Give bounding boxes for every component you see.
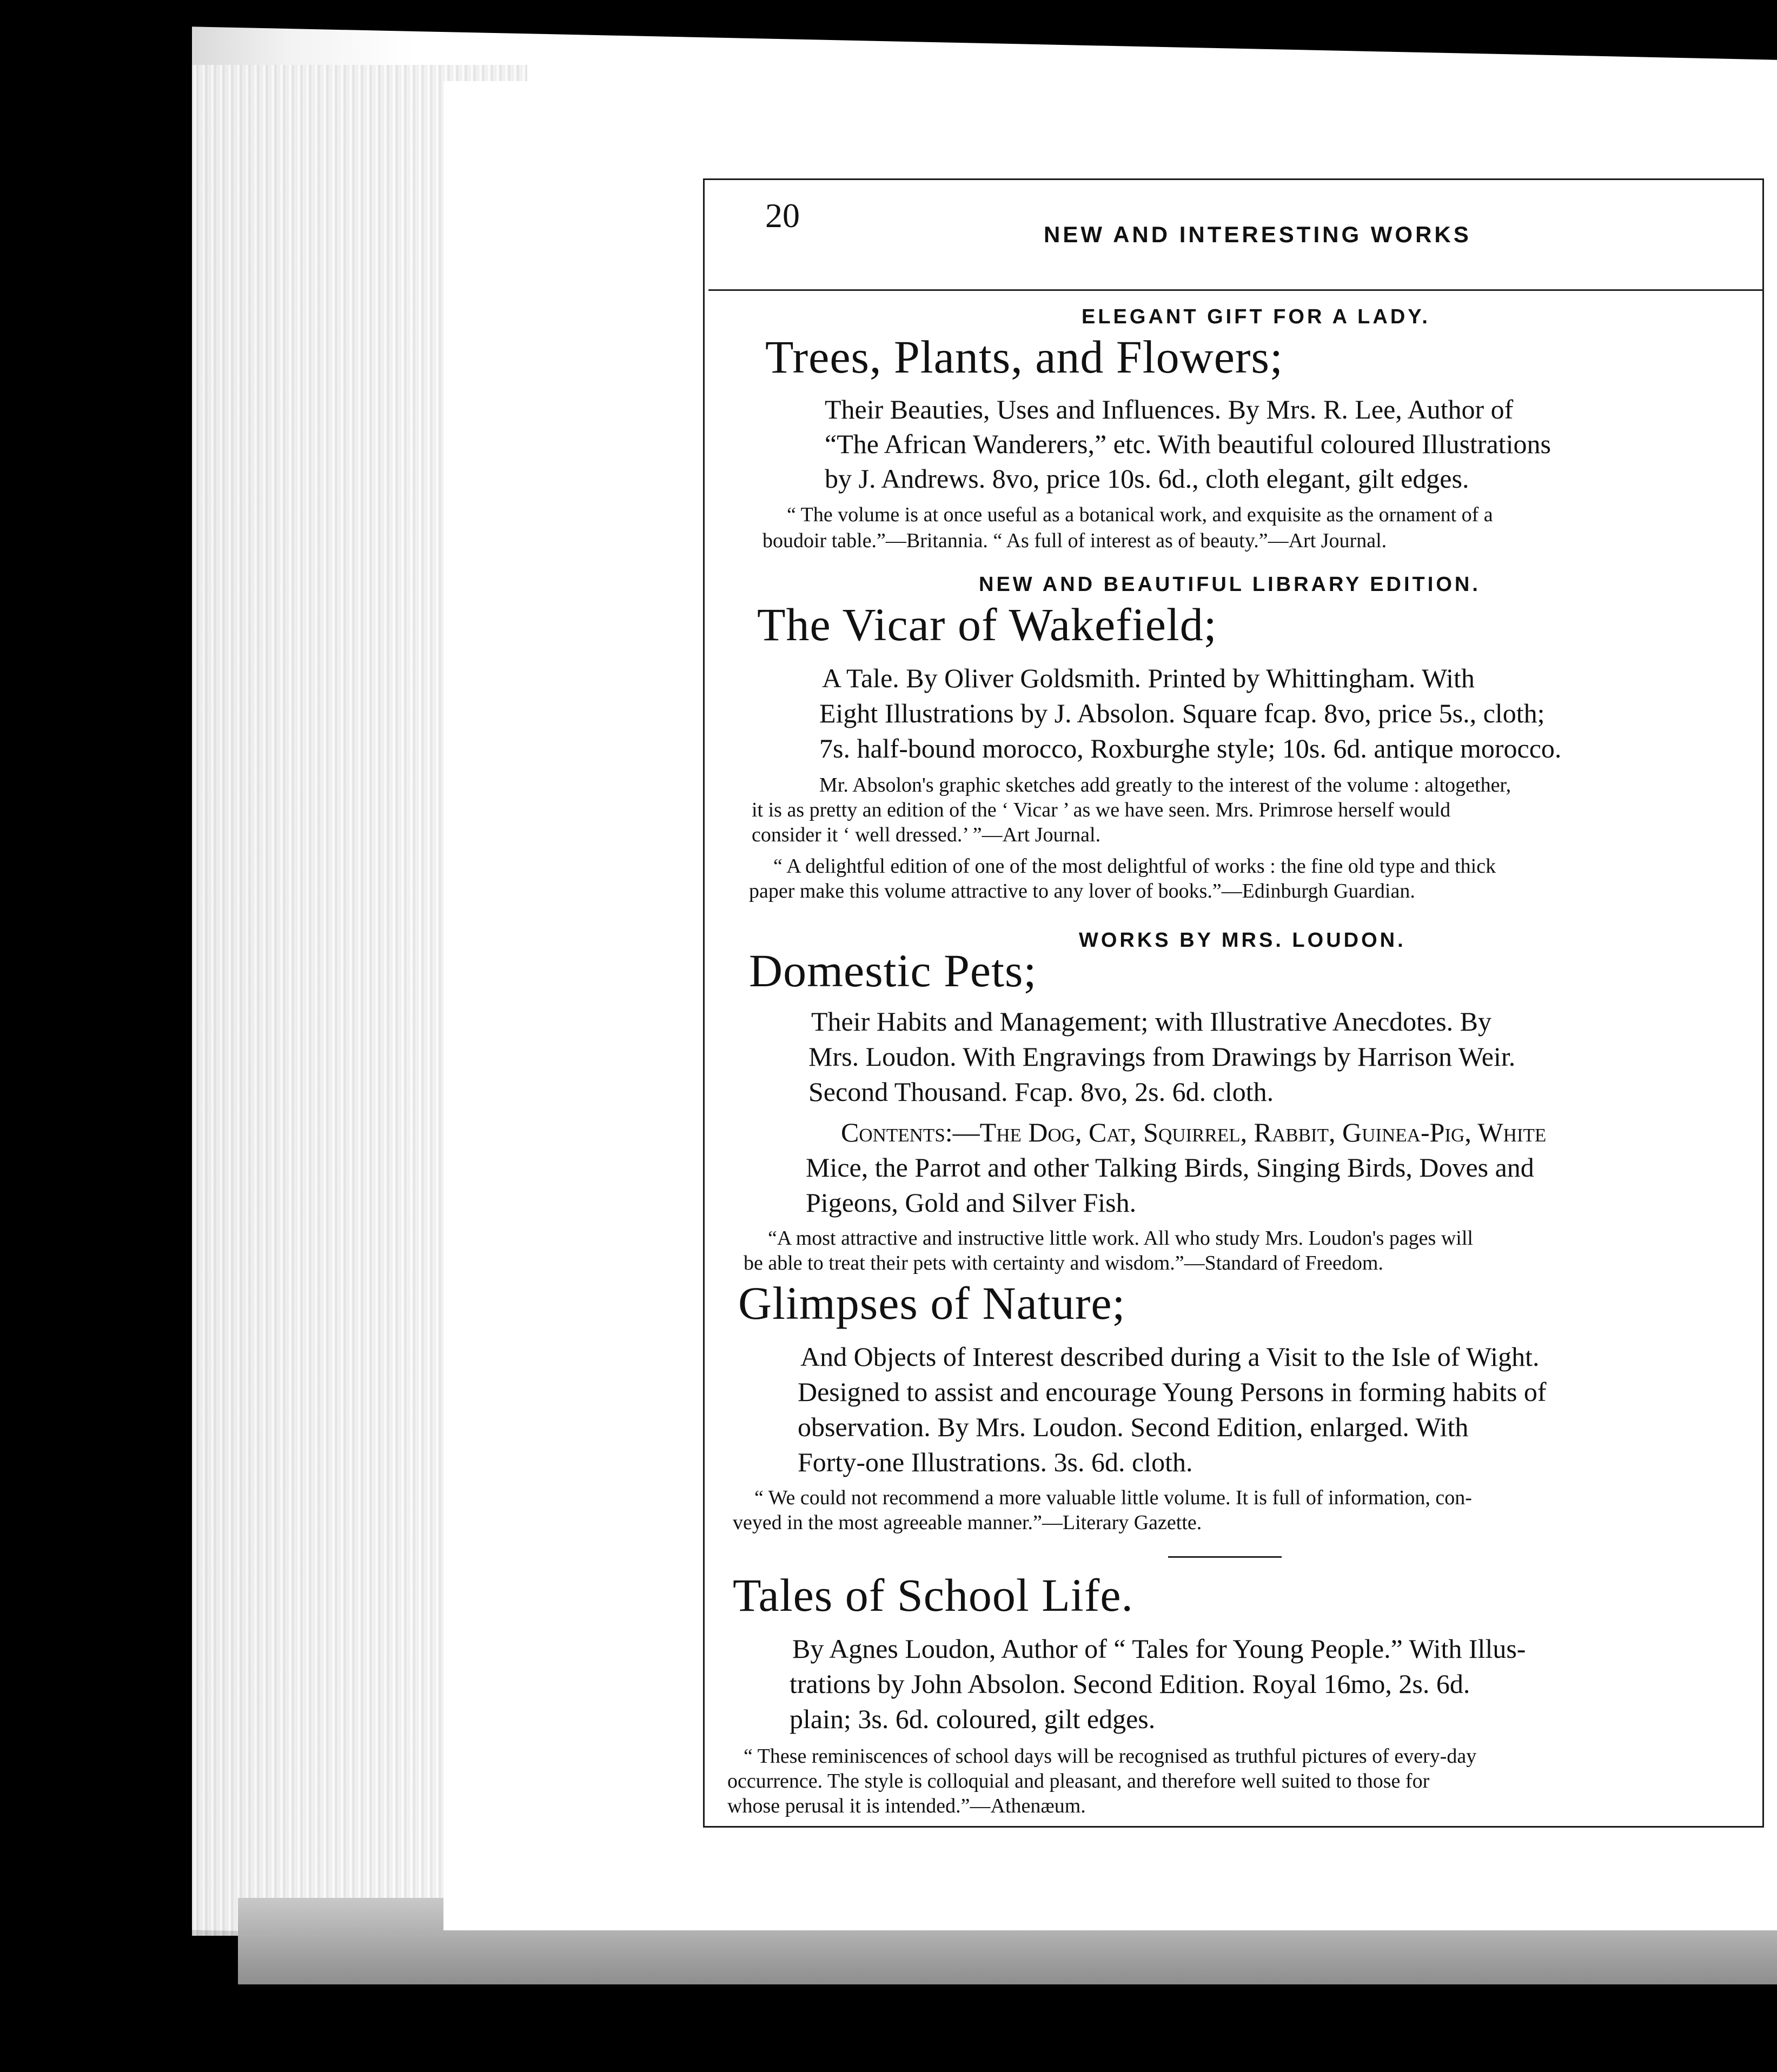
section-heading: NEW AND BEAUTIFUL LIBRARY EDITION. xyxy=(979,573,1481,596)
description-line: trations by John Absolon. Second Edition. Royal 16mo, 2s. 6d. xyxy=(790,1669,1470,1699)
review-line: “ We could not recommend a more valuable little volume. It is full of information, con- xyxy=(754,1486,1472,1509)
description-line: A Tale. By Oliver Goldsmith. Printed by Whittingham. With xyxy=(822,663,1475,693)
review-line: consider it ‘ well dressed.’ ”—Art Journal. xyxy=(752,824,1101,846)
description-line: Eight Illustrations by J. Absolon. Square fcap. 8vo, price 5s., cloth; xyxy=(819,698,1545,728)
description-line: observation. By Mrs. Loudon. Second Edition, enlarged. With xyxy=(798,1412,1469,1442)
review-line: paper make this volume attractive to any lover of books.”—Edinburgh Guardian. xyxy=(749,880,1415,902)
review-line: “ The volume is at once useful as a botanical work, and exquisite as the ornament of a xyxy=(787,503,1493,526)
page-number: 20 xyxy=(765,196,800,235)
description-line: Second Thousand. Fcap. 8vo, 2s. 6d. cloth. xyxy=(808,1077,1274,1107)
description-line: 7s. half-bound morocco, Roxburghe style; 10s. 6d. antique morocco. xyxy=(819,733,1562,763)
book-title: Tales of School Life. xyxy=(733,1569,1133,1621)
contents-line: Mice, the Parrot and other Talking Birds, Singing Birds, Doves and xyxy=(806,1152,1534,1183)
book-title: Glimpses of Nature; xyxy=(738,1277,1126,1329)
review-line: veyed in the most agreeable manner.”—Literary Gazette. xyxy=(733,1511,1202,1534)
review-line: whose perusal it is intended.”—Athenæum. xyxy=(727,1795,1086,1817)
description-line: “The African Wanderers,” etc. With beautiful coloured Illustrations xyxy=(825,429,1551,459)
review-line: be able to treat their pets with certainty and wisdom.”—Standard of Freedom. xyxy=(744,1252,1383,1274)
description-line: Designed to assist and encourage Young Persons in forming habits of xyxy=(798,1377,1547,1407)
review-line: boudoir table.”—Britannia. “ As full of interest as of beauty.”—Art Journal. xyxy=(762,529,1387,552)
book-title: Domestic Pets; xyxy=(749,945,1037,997)
description-line: plain; 3s. 6d. coloured, gilt edges. xyxy=(790,1704,1156,1734)
description-line: by J. Andrews. 8vo, price 10s. 6d., cloth elegant, gilt edges. xyxy=(825,463,1469,494)
review-line: it is as pretty an edition of the ‘ Vicar ’ as we have seen. Mrs. Primrose herself would xyxy=(752,799,1451,821)
review-line: “ These reminiscences of school days will be recognised as truthful pictures of every-day xyxy=(744,1745,1477,1768)
review-line: “A most attractive and instructive little work. All who study Mrs. Loudon's pages will xyxy=(768,1227,1473,1250)
description-line: Their Beauties, Uses and Influences. By Mrs. R. Lee, Author of xyxy=(825,394,1514,424)
book-title: The Vicar of Wakefield; xyxy=(757,599,1217,650)
description-line: Their Habits and Management; with Illustrative Anecdotes. By xyxy=(811,1006,1492,1037)
description-line: By Agnes Loudon, Author of “ Tales for Young People.” With Illus- xyxy=(792,1633,1526,1664)
section-heading: WORKS BY MRS. LOUDON. xyxy=(1079,929,1406,952)
description-line: Mrs. Loudon. With Engravings from Drawings by Harrison Weir. xyxy=(808,1041,1516,1072)
review-line: Mr. Absolon's graphic sketches add greatly to the interest of the volume : altogether, xyxy=(819,774,1511,796)
description-line: And Objects of Interest described during a Visit to the Isle of Wight. xyxy=(800,1342,1540,1372)
running-head: NEW AND INTERESTING WORKS xyxy=(1044,222,1471,247)
contents-line: Contents:—The Dog, Cat, Squirrel, Rabbit, Guinea-Pig, White xyxy=(841,1117,1547,1147)
section-divider xyxy=(1168,1556,1282,1558)
description-line: Forty-one Illustrations. 3s. 6d. cloth. xyxy=(798,1447,1193,1477)
contents-line: Pigeons, Gold and Silver Fish. xyxy=(806,1187,1137,1218)
book-title: Trees, Plants, and Flowers; xyxy=(765,331,1283,383)
section-heading: ELEGANT GIFT FOR A LADY. xyxy=(1082,306,1430,328)
review-line: “ A delightful edition of one of the most delightful of works : the fine old type and thick xyxy=(773,855,1496,878)
review-line: occurrence. The style is colloquial and pleasant, and therefore well suited to those for xyxy=(727,1770,1430,1792)
header-rule xyxy=(708,289,1763,291)
